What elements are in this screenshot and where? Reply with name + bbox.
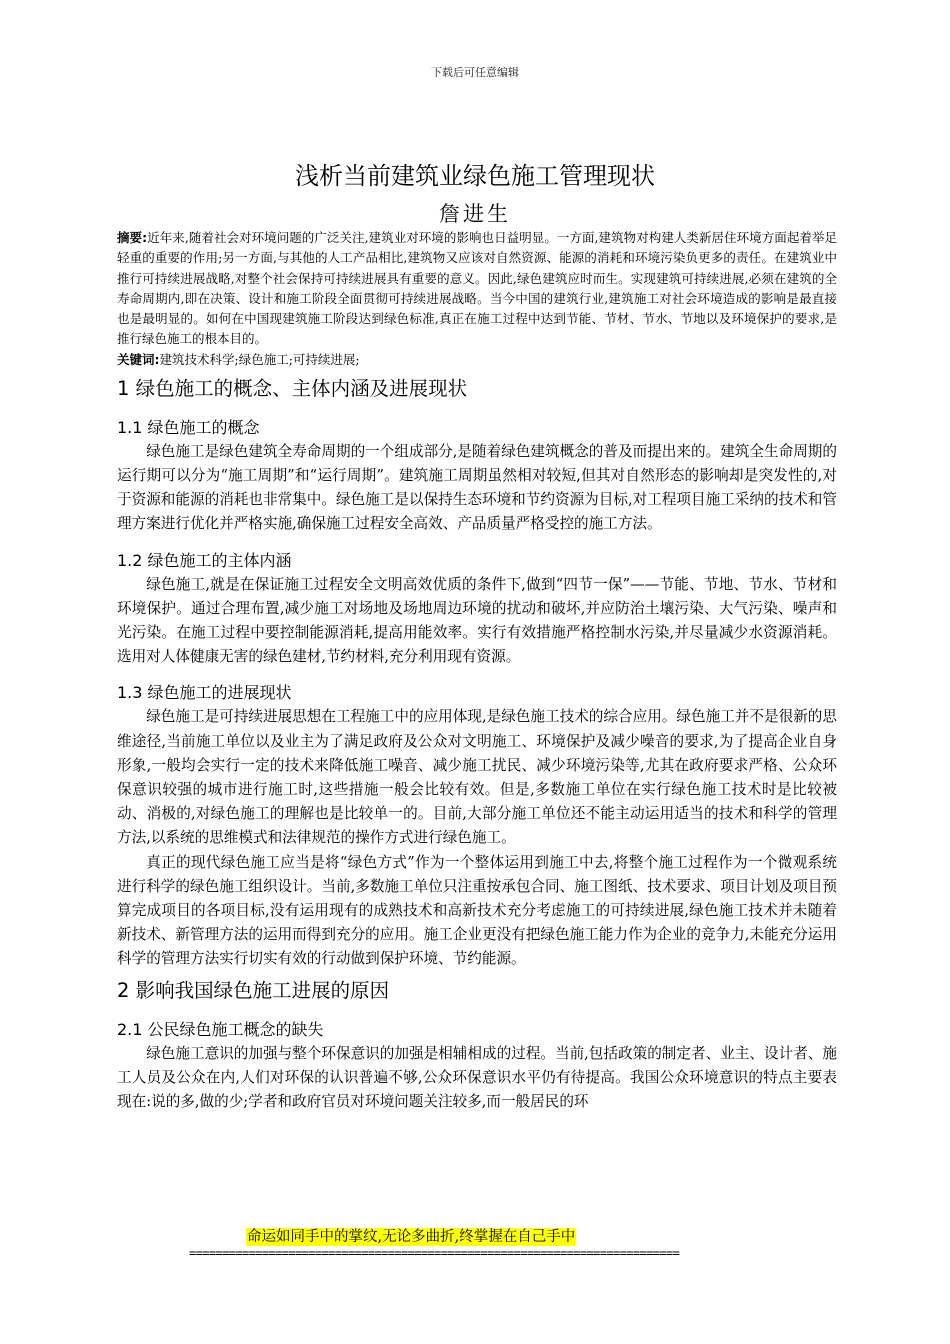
footer-slogan: 命运如同手中的掌纹,无论多曲折,终掌握在自己手中 [247, 1229, 576, 1245]
abstract [117, 228, 837, 350]
section-1-3-heading: 1.3 绿色施工的进展现状 [117, 683, 292, 703]
section-1-1-heading: 1.1 绿色施工的概念 [117, 417, 260, 437]
keywords-label: 关键词: [117, 351, 160, 367]
section-1-3-paragraph-2: 真正的现代绿色施工应当是将“绿色方式”作为一个整体运用到施工中去,将整个施工过程作为一个微观系统进行科学的绿色施工组织设计。当前,多数施工单位只注重按承包合同、施工图纸、技术要求、项目计划及项目预算完成项目的各项目标,没有运用现有的成熟技术和高新技术充分考虑施工的可持续进展,绿色施工技术并未随着新技术、新管理方法的运用而得到充分的应用。施工企业更没有把绿色施工能力作为企业的竞争力,未能充分运用科学的管理方法实行切实有效的行动做到保护环境、节约能源。 [117, 853, 837, 968]
keywords-text: 建筑技术科学;绿色施工;可持续进展; [159, 351, 360, 367]
section-1-2-paragraph: 绿色施工,就是在保证施工过程安全文明高效优质的条件下,做到“四节一保”——节能、节地、节水、节材和环境保护。通过合理布置,减少施工对场地及场地周边环境的扰动和破坏,并应防治土壤污染、大气污染、噪声和光污染。在施工过程中要控制能源消耗,提高用能效率。实行有效措施严格控制水污染,并尽量减少水资源消耗。选用对人体健康无害的绿色建材,节约材料,充分利用现有资源。 [117, 575, 837, 666]
section-2-heading: 2 影响我国绿色施工进展的原因 [117, 978, 390, 1002]
keywords [117, 350, 837, 370]
document-body [117, 228, 837, 1114]
abstract-text: 近年来,随着社会对环境问题的广泛关注,建筑业对环境的影响也日益明显。一方面,建筑物对构建人类新居住环境方面起着举足轻重的重要的作用;另一方面,与其他的人工产品相比,建筑物又应该对自然资源、能源的消耗和环境污染负更多的责任。在建筑业中推行可持续进展战略,对整个社会保持可持续进展具有重要的意义。因此,绿色建筑应时而生。实现建筑可持续进展,必须在建筑的全寿命周期内,即在决策、设计和施工阶段全面贯彻可持续进展战略。当今中国的建筑行业,建筑施工对社会环境造成的影响是最直接也是最明显的。如何在中国现建筑施工阶段达到绿色标准,真正在施工过程中达到节能、节材、节水、节地以及环境保护的要求,是推行绿色施工的根本目的。 [117, 230, 837, 347]
section-1-3-paragraph-1: 绿色施工是可持续进展思想在工程施工中的应用体现,是绿色施工技术的综合应用。绿色施工并不是很新的思维途径,当前施工单位以及业主为了满足政府及公众对文明施工、环境保护及减少噪音的要求,为了提高企业自身形象,一般均会实行一定的技术来降低施工噪音、减少施工扰民、减少环境污染等,尤其在政府要求严格、公众环保意识较强的城市进行施工时,这些措施一般会比较有效。但是,多数施工单位在实行绿色施工技术时是比较被动、消极的,对绿色施工的理解也是比较单一的。目前,大部分施工单位还不能主动运用适当的技术和科学的管理方法,以系统的思维模式和法律规范的操作方式进行绿色施工。 [117, 708, 837, 847]
section-2-1-heading: 2.1 公民绿色施工概念的缺失 [117, 1019, 324, 1039]
footer-divider: ========================================================================== [189, 1246, 680, 1260]
header-note: 下载后可任意编辑 [431, 66, 519, 79]
abstract-label: 摘要: [117, 230, 148, 245]
document-title: 浅析当前建筑业绿色施工管理现状 [295, 162, 655, 190]
section-1-1-paragraph: 绿色施工是绿色建筑全寿命周期的一个组成部分,是随着绿色建筑概念的普及而提出来的。建筑全生命周期的运行期可以分为“施工周期”和“运行周期”。建筑施工周期虽然相对较短,但其对自然形态的影响却是突发性的,对于资源和能源的消耗也非常集中。绿色施工是以保持生态环境和节约资源为目标,对工程项目施工采纳的技术和管理方案进行优化并严格实施,确保施工过程安全高效、产品质量严格受控的施工方法。 [117, 442, 837, 533]
document-author: 詹进生 [439, 202, 511, 226]
section-1-heading: 1 绿色施工的概念、主体内涵及进展现状 [117, 376, 468, 400]
section-1-2-heading: 1.2 绿色施工的主体内涵 [117, 550, 292, 570]
section-2-1-paragraph: 绿色施工意识的加强与整个环保意识的加强是相辅相成的过程。当前,包括政策的制定者、业主、设计者、施工人员及公众在内,人们对环保的认识普遍不够,公众环保意识水平仍有待提高。我国公众环境意识的特点主要表现在:说的多,做的少;学者和政府官员对环境问题关注较多,而一般居民的环 [117, 1044, 837, 1111]
